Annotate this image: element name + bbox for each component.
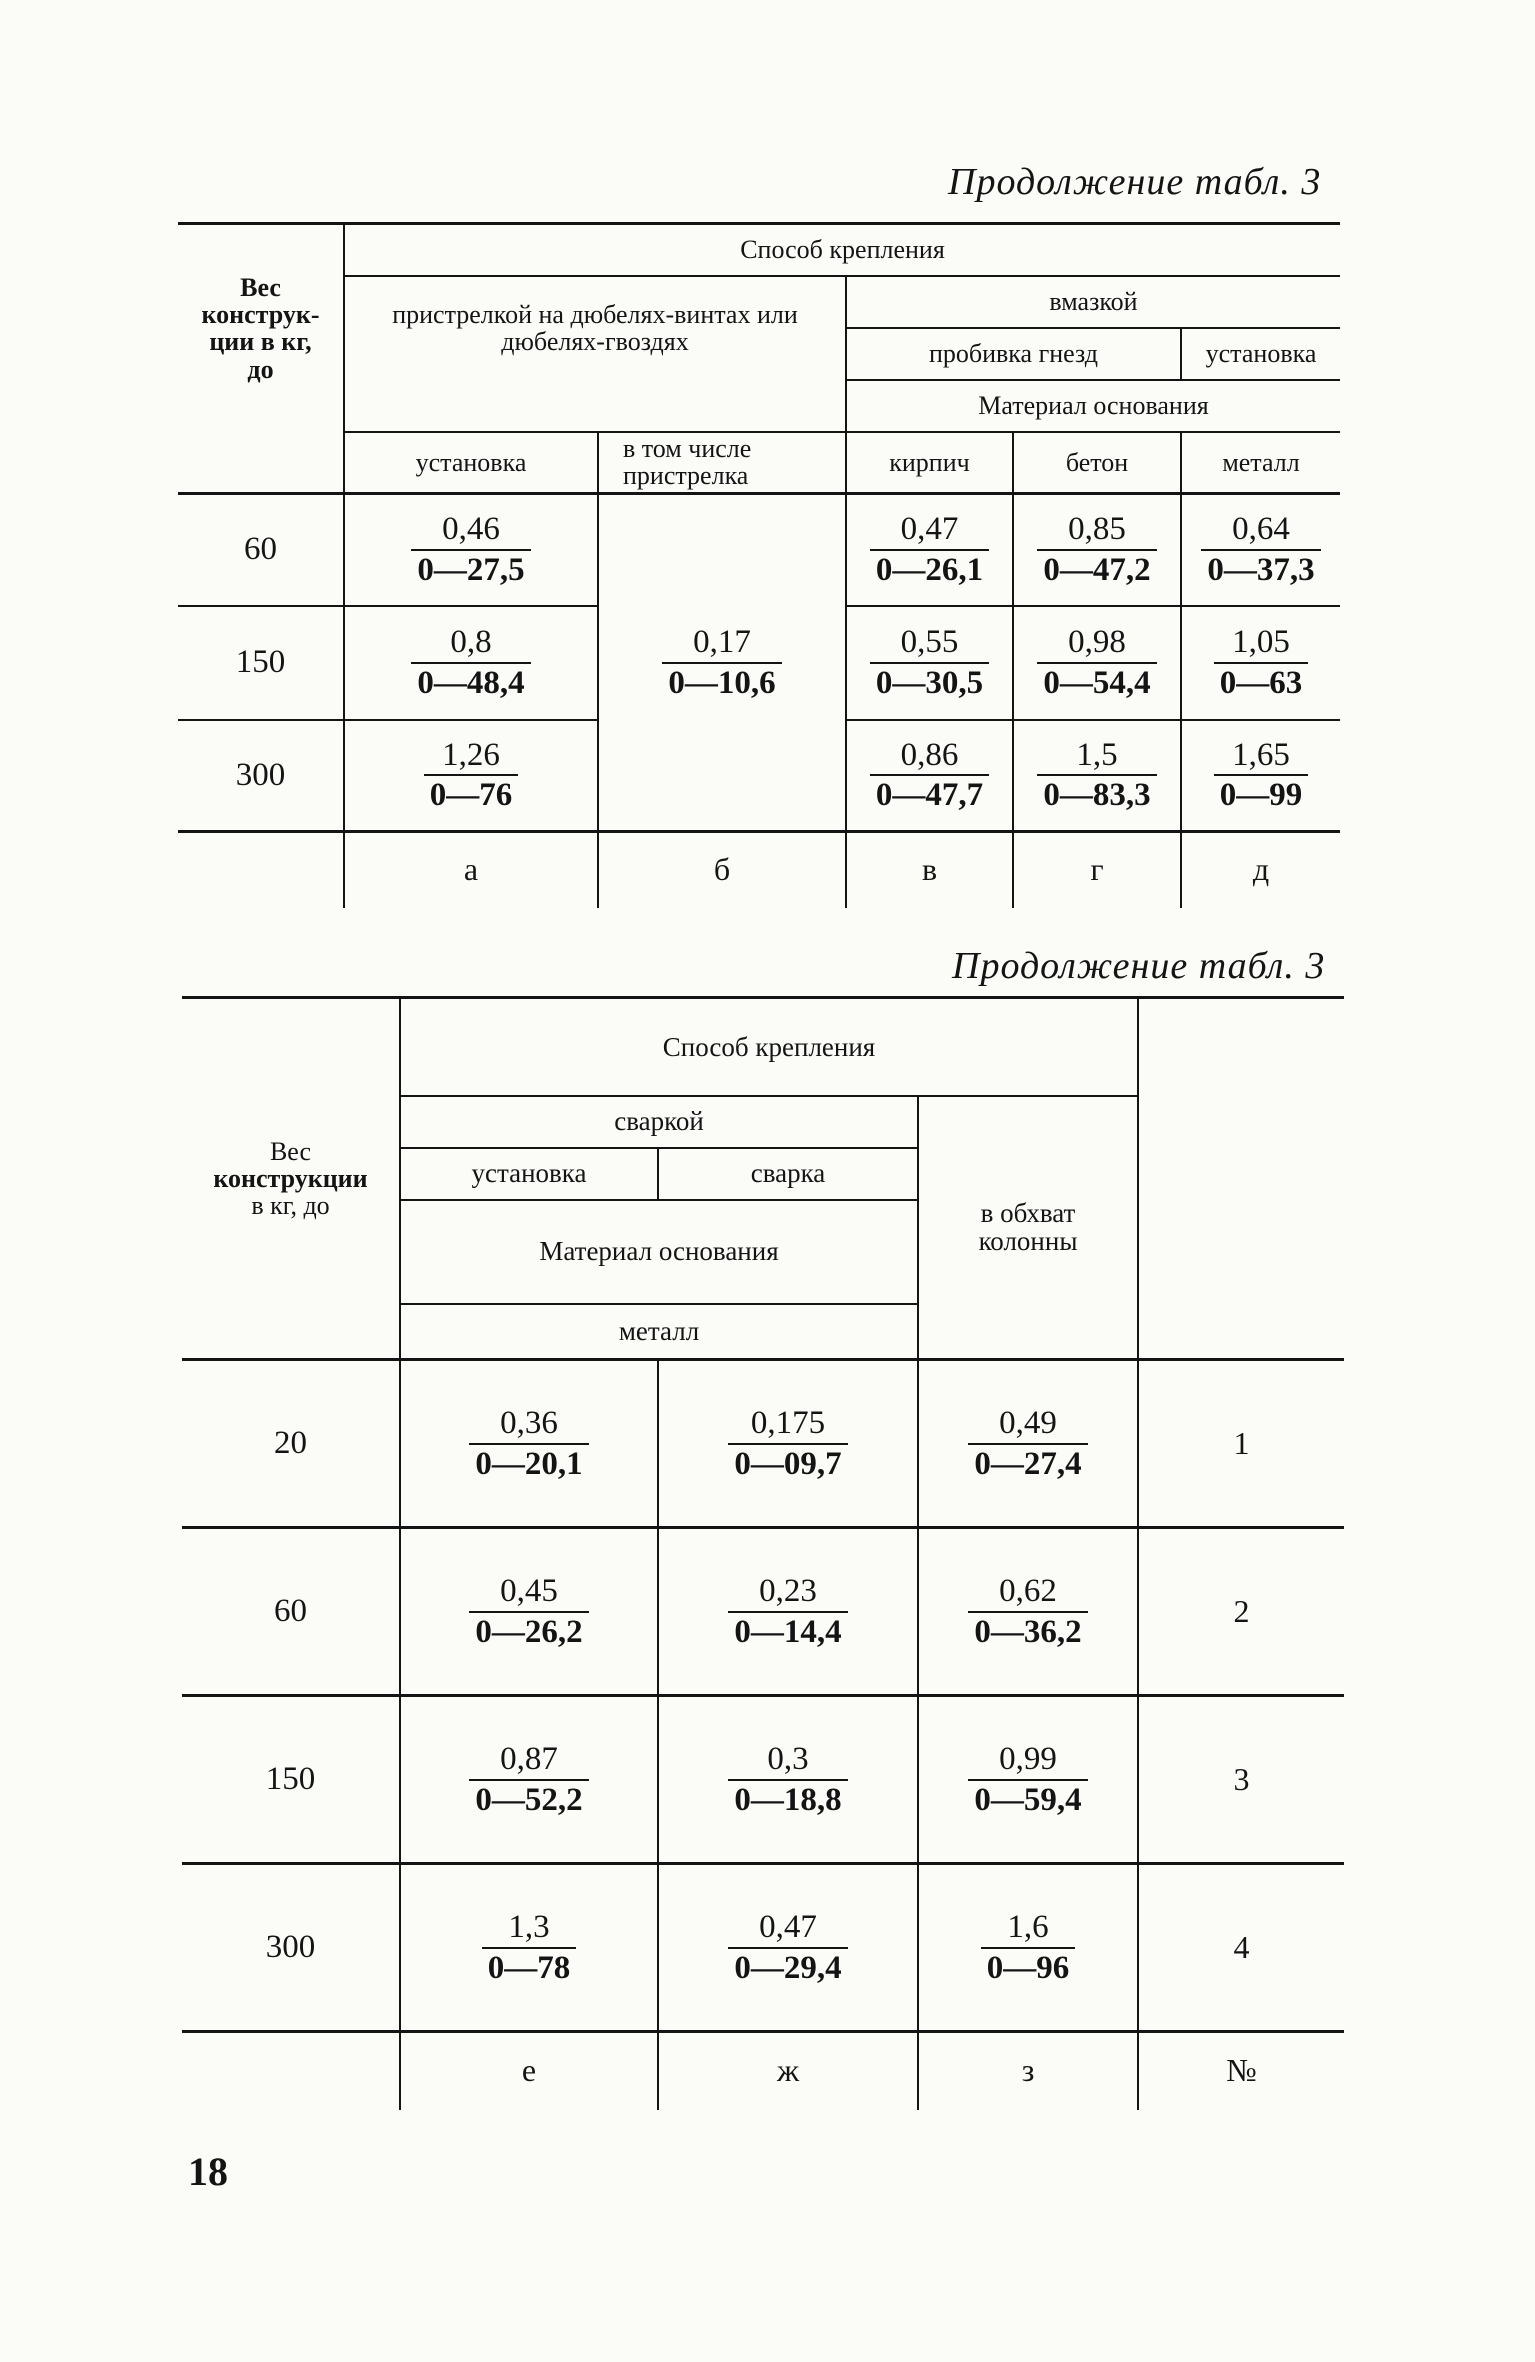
column-letter: а xyxy=(344,832,598,908)
value-cell-v xyxy=(846,606,1013,720)
fraction-den: 0—29,4 xyxy=(734,1949,842,1986)
fraction-den: 0—30,5 xyxy=(875,664,984,701)
value-cell-e xyxy=(400,1864,658,2032)
table-row xyxy=(178,494,1340,606)
dowel-header: пристрелкой на дюбелях-винтах или дюбелях-гвоздях xyxy=(344,276,846,380)
fraction-den: 0—47,7 xyxy=(875,777,984,814)
value-cell-e xyxy=(400,1528,658,1696)
weight-cell: 300 xyxy=(182,1864,400,2032)
weight-column-header xyxy=(178,224,344,432)
fraction-num: 0,46 xyxy=(411,512,530,551)
fraction-den: 0—10,6 xyxy=(668,664,776,701)
incl-shot-header: в том числе пристрелка xyxy=(598,432,846,494)
fraction-num: 0,8 xyxy=(411,625,530,664)
value-cell-v xyxy=(846,494,1013,606)
base-material-header: Материал основания xyxy=(400,1200,918,1304)
metal-header: металл xyxy=(400,1304,918,1360)
value-cell-z xyxy=(918,1696,1138,1864)
fraction-num: 1,6 xyxy=(981,1910,1076,1949)
weight-label-line2: конструкции xyxy=(213,1163,368,1193)
fraction-num: 0,47 xyxy=(870,512,989,551)
fraction-num: 0,45 xyxy=(469,1574,588,1613)
row-number: 2 xyxy=(1233,1592,1250,1629)
table-row xyxy=(182,1696,1344,1864)
column-letter: № xyxy=(1226,2052,1257,2089)
weight-cell: 300 xyxy=(178,720,344,832)
page-number: 18 xyxy=(188,2149,228,2194)
value-cell-zh xyxy=(658,1528,918,1696)
fraction-num: 0,64 xyxy=(1201,512,1320,551)
fraction-num: 1,05 xyxy=(1214,625,1309,664)
fraction-den: 0—14,4 xyxy=(734,1613,842,1650)
fraction-den: 0—37,3 xyxy=(1207,551,1315,588)
value-cell-zh xyxy=(658,1360,918,1528)
weight-header-cont xyxy=(178,432,344,494)
fraction-den: 0—76 xyxy=(429,777,513,814)
brick-header: кирпич xyxy=(846,432,1013,494)
fraction-den: 0—48,4 xyxy=(417,664,525,701)
weight-cell: 20 xyxy=(182,1360,400,1528)
column-grip-header: в обхват колонны xyxy=(918,1096,1138,1360)
dowel-spacer xyxy=(344,380,846,432)
row-number: 4 xyxy=(1233,1928,1250,1965)
fraction-num: 0,87 xyxy=(469,1742,588,1781)
column-letters-row xyxy=(182,2032,1344,2110)
value-cell-g xyxy=(1013,606,1181,720)
base-material-header: Материал основания xyxy=(846,380,1340,432)
value-cell-e xyxy=(400,1696,658,1864)
value-cell-z xyxy=(918,1360,1138,1528)
method-header: Способ крепления xyxy=(344,224,1340,276)
value-cell-e xyxy=(400,1360,658,1528)
mortar-header: вмазкой xyxy=(846,276,1340,328)
weight-cell: 150 xyxy=(178,606,344,720)
fraction-num: 1,65 xyxy=(1214,738,1309,777)
value-cell-b xyxy=(598,494,846,832)
fraction-den: 0—26,1 xyxy=(875,551,984,588)
column-letter: б xyxy=(598,832,846,908)
table-row xyxy=(182,1360,1344,1528)
install-header: установка xyxy=(400,1148,658,1200)
weight-label-line2: конструк- xyxy=(201,299,320,329)
fraction-num: 1,5 xyxy=(1037,738,1156,777)
fraction-num: 0,99 xyxy=(968,1742,1087,1781)
column-letter: г xyxy=(1013,832,1181,908)
table-2-caption: Продолжение табл. 3 xyxy=(952,945,1326,987)
value-cell-a xyxy=(344,606,598,720)
value-cell-z xyxy=(918,1864,1138,2032)
weight-label-line1: Вес xyxy=(269,1136,312,1166)
column-letter: д xyxy=(1252,851,1270,888)
value-cell-a xyxy=(344,720,598,832)
method-header: Способ крепления xyxy=(400,998,1138,1096)
letters-spacer xyxy=(182,2032,400,2110)
fraction-den: 0—36,2 xyxy=(974,1613,1082,1650)
fraction-num: 0,85 xyxy=(1037,512,1156,551)
welding-header: сваркой xyxy=(400,1096,918,1148)
install-header: установка xyxy=(344,432,598,494)
value-cell-g xyxy=(1013,494,1181,606)
fraction-num: 0,49 xyxy=(968,1406,1087,1445)
column-letter: з xyxy=(918,2032,1138,2110)
fraction-den: 0—20,1 xyxy=(475,1445,583,1482)
table-2 xyxy=(182,996,1344,2110)
value-cell-d xyxy=(1181,494,1340,606)
table-1-caption: Продолжение табл. 3 xyxy=(948,161,1322,203)
column-letters-row xyxy=(178,832,1340,908)
fraction-num: 0,47 xyxy=(728,1910,847,1949)
weight-label-line1: Вес xyxy=(240,272,281,302)
fraction-den: 0—59,4 xyxy=(974,1781,1082,1818)
column-letter: ж xyxy=(658,2032,918,2110)
fraction-num: 0,17 xyxy=(662,625,781,664)
fraction-num: 1,26 xyxy=(424,738,519,777)
row-number: 3 xyxy=(1233,1760,1250,1797)
fraction-den: 0—18,8 xyxy=(734,1781,842,1818)
weight-cell: 60 xyxy=(178,494,344,606)
fraction-den: 0—54,4 xyxy=(1043,664,1151,701)
fraction-den: 0—26,2 xyxy=(475,1613,583,1650)
value-cell-d xyxy=(1181,720,1340,832)
fraction-den: 0—78 xyxy=(487,1949,571,1986)
value-cell-a xyxy=(344,494,598,606)
table-row xyxy=(182,1528,1344,1696)
punch-header: пробивка гнезд xyxy=(846,328,1181,380)
metal-header: металл xyxy=(1222,447,1300,477)
fraction-den: 0—99 xyxy=(1219,777,1303,814)
value-cell-zh xyxy=(658,1696,918,1864)
fraction-num: 0,98 xyxy=(1037,625,1156,664)
weight-label-line3: в кг, до xyxy=(251,1191,330,1221)
fraction-den: 0—27,4 xyxy=(974,1445,1082,1482)
fraction-den: 0—83,3 xyxy=(1043,777,1151,814)
weight-label-line3: ции в кг, xyxy=(209,327,312,357)
fraction-den: 0—63 xyxy=(1219,664,1303,701)
fraction-num: 0,62 xyxy=(968,1574,1087,1613)
weight-label-line4: до xyxy=(247,354,274,384)
fraction-num: 0,23 xyxy=(728,1574,847,1613)
fraction-num: 0,86 xyxy=(870,738,989,777)
fraction-num: 0,3 xyxy=(728,1742,847,1781)
column-letter: е xyxy=(400,2032,658,2110)
fraction-num: 0,175 xyxy=(728,1406,847,1445)
concrete-header: бетон xyxy=(1013,432,1181,494)
value-cell-d xyxy=(1181,606,1340,720)
fraction-num: 0,55 xyxy=(870,625,989,664)
fraction-den: 0—96 xyxy=(986,1949,1070,1986)
column-letter: в xyxy=(846,832,1013,908)
weight-cell: 150 xyxy=(182,1696,400,1864)
value-cell-zh xyxy=(658,1864,918,2032)
weight-cell: 60 xyxy=(182,1528,400,1696)
fraction-den: 0—09,7 xyxy=(734,1445,842,1482)
letters-spacer xyxy=(178,832,344,908)
weld-header: сварка xyxy=(658,1148,918,1200)
fraction-den: 0—47,2 xyxy=(1043,551,1151,588)
table-row xyxy=(182,1864,1344,2032)
value-cell-v xyxy=(846,720,1013,832)
table-1 xyxy=(178,222,1340,908)
row-number: 1 xyxy=(1233,1424,1250,1461)
number-column-header xyxy=(1138,998,1344,1360)
fraction-den: 0—52,2 xyxy=(475,1781,583,1818)
weight-column-header xyxy=(182,998,400,1360)
install-mortar-header: установка xyxy=(1181,328,1340,380)
value-cell-z xyxy=(918,1528,1138,1696)
fraction-num: 0,36 xyxy=(469,1406,588,1445)
fraction-den: 0—27,5 xyxy=(417,551,525,588)
fraction-num: 1,3 xyxy=(482,1910,577,1949)
value-cell-g xyxy=(1013,720,1181,832)
